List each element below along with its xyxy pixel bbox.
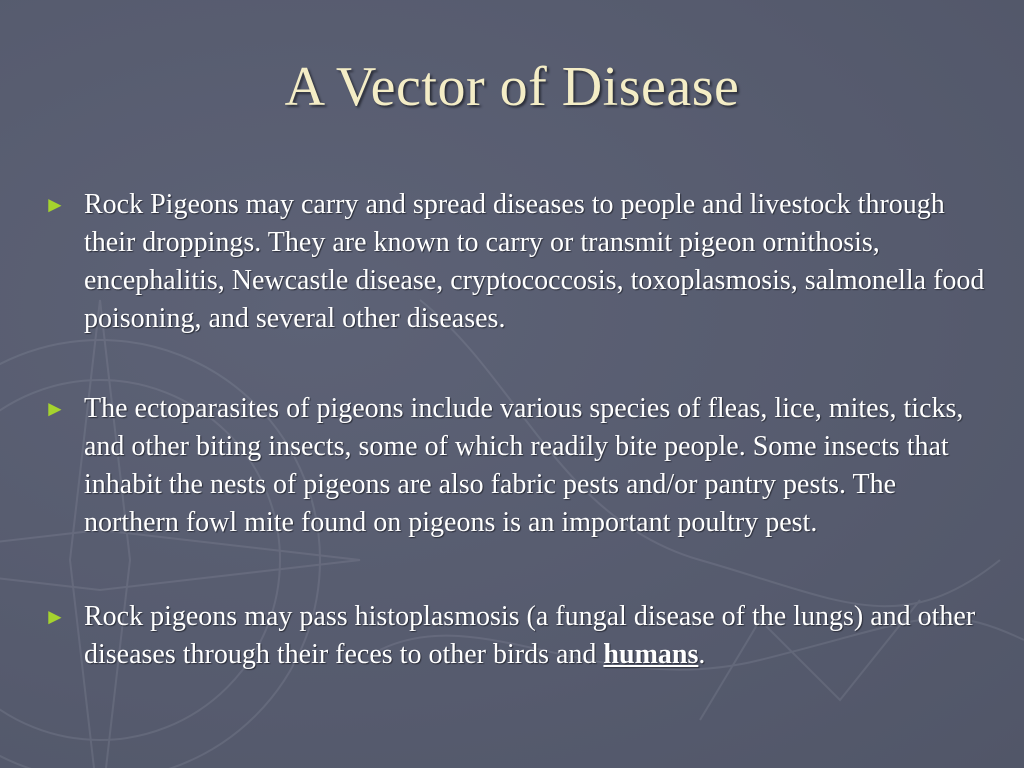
bullet-text: Rock Pigeons may carry and spread diseases to people and livestock through their droppings. They are known to carry or transmit pigeon ornithosis, encephalitis, Newcastle disease, cryptococcosis, toxoplasmosis, salmonella food poisoning, and several other diseases. [84,189,985,334]
bullet-text-after: . [698,639,706,670]
bullet-text-before: Rock pigeons may pass histoplasmosis (a fungal disease of the lungs) and other diseases through their feces to other birds and [84,601,976,670]
humans-link[interactable]: humans [603,639,699,670]
bullet-arrow-icon: ► [44,396,66,421]
bullet-item-ectoparasites [44,390,994,542]
bullet-item-histoplasmosis [44,598,994,674]
bullet-list [44,186,994,726]
slide-title: A Vector of Disease [284,56,740,118]
bullet-arrow-icon: ► [44,604,66,629]
bullet-text: The ectoparasites of pigeons include various species of fleas, lice, mites, ticks, and other biting insects, some of which readily bite people. Some insects that inhabit the nests of pigeons are also fabric pests and/or pantry pests. The northern fowl mite found on pigeons is an important poultry pest. [84,393,964,538]
bullet-item-diseases [44,186,994,338]
bullet-arrow-icon: ► [44,192,66,217]
